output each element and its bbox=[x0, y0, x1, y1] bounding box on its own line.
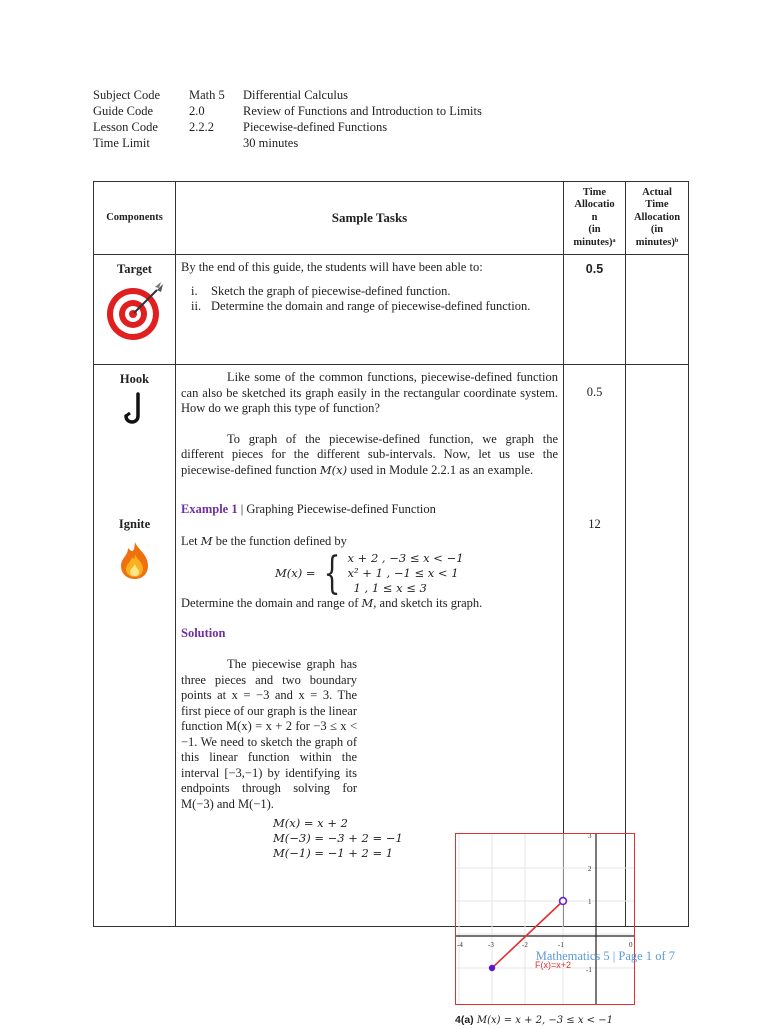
solution-text: The piecewise graph has three pieces and two boundary points at x = −3 and x = 3. The first piece of our graph is the linear function M(x) = x + 2 for −3 ≤ x < −1. We need to sketch the graph of this linear function within the interval [−3,−1) by identifying its endpoints through solving for M(−3) and M(−1). bbox=[181, 657, 357, 811]
hook-ignite-component bbox=[94, 365, 176, 927]
target-time: 0.5 bbox=[564, 255, 626, 365]
header-row bbox=[94, 182, 689, 255]
x-tick-label: -3 bbox=[488, 941, 494, 949]
figure-caption: 4(a) M(x) = x + 2, −3 ≤ x < −1 bbox=[455, 1014, 613, 1026]
lesson-info bbox=[93, 87, 482, 151]
target-component: Target bbox=[94, 255, 176, 365]
function-label: F(x)=x+2 bbox=[535, 960, 572, 970]
example-heading: Example 1 | Graphing Piecewise-defined Function bbox=[181, 502, 436, 516]
x-tick-label: -4 bbox=[457, 941, 463, 949]
time-limit-row: Time Limit 30 minutes bbox=[93, 136, 299, 150]
objective-item: ii. Determine the domain and range of piecewise-defined function. bbox=[191, 299, 531, 313]
hook-paragraph-2: To graph of the piecewise-defined function, we graph the different pieces for the different sub-intervals. Now, let us use the piecewise-defined function M(x) used in Module 2.2.1 as an example. bbox=[181, 431, 558, 477]
time-allocation-header: Time Allocatio n (in minutes)ᵃ bbox=[564, 182, 626, 255]
target-actual-time bbox=[626, 255, 689, 365]
x-tick-label: -2 bbox=[522, 941, 528, 949]
guide-row: Guide Code 2.0 Review of Functions and Introduction to Limits bbox=[93, 104, 482, 118]
actual-time-header: Actual Time Allocation (in minutes)ᵇ bbox=[626, 182, 689, 255]
solution-equations: M(x) = x + 2 M(−3) = −3 + 2 = −1 M(−1) = −1 + 2 = 1 bbox=[273, 816, 403, 860]
y-tick-label: 2 bbox=[588, 865, 592, 873]
hook-paragraph-1: Like some of the common functions, piecewise-defined function can also be sketched its graph easily in the rectangular coordinate system. How do we graph this type of function? bbox=[181, 370, 558, 415]
hook-label: Hook bbox=[119, 372, 150, 386]
components-header: Components bbox=[94, 182, 176, 255]
target-tasks: By the end of this guide, the students will have been able to: i. Sketch the graph of piecewise-defined function. ii. Determine the domain and range of piecewise-defined function. bbox=[176, 255, 564, 365]
x-tick-label: 0 bbox=[629, 941, 633, 949]
sample-tasks-header: Sample Tasks bbox=[176, 182, 564, 255]
flame-icon bbox=[116, 540, 154, 580]
target-row bbox=[94, 255, 689, 365]
solution-heading: Solution bbox=[181, 625, 226, 640]
objectives-list bbox=[191, 284, 558, 315]
ignite-label: Ignite bbox=[118, 517, 151, 531]
y-tick-label: 3 bbox=[588, 834, 592, 840]
determine-statement: Determine the domain and range of M, and sketch its graph. bbox=[181, 596, 483, 610]
hook-ignite-row bbox=[94, 365, 689, 927]
y-tick-label: 1 bbox=[588, 898, 592, 906]
let-statement: Let M be the function defined by bbox=[181, 533, 347, 548]
hook-icon bbox=[120, 392, 150, 428]
lesson-row: Lesson Code 2.2.2 Piecewise-defined Functions bbox=[93, 120, 388, 134]
x-tick-label: -1 bbox=[558, 941, 564, 949]
target-icon bbox=[105, 282, 165, 342]
hook-time: 0.5 bbox=[586, 385, 603, 399]
hook-ignite-time bbox=[564, 365, 626, 927]
ignite-time: 12 bbox=[588, 517, 601, 531]
closed-endpoint bbox=[489, 965, 495, 971]
piecewise-definition: M(x) = { x + 2 , −3 ≤ x < −1 x² + 1 , −1 ≤ x < 1 1 , 1 ≤ x ≤ 3 bbox=[275, 547, 464, 599]
y-tick-label: -1 bbox=[586, 966, 592, 974]
objective-item: i. Sketch the graph of piecewise-defined function. bbox=[191, 283, 451, 298]
page-footer: Mathematics 5 | Page 1 of 7 bbox=[535, 949, 675, 963]
subject-row: Subject Code Math 5 Differential Calculus bbox=[93, 88, 348, 102]
